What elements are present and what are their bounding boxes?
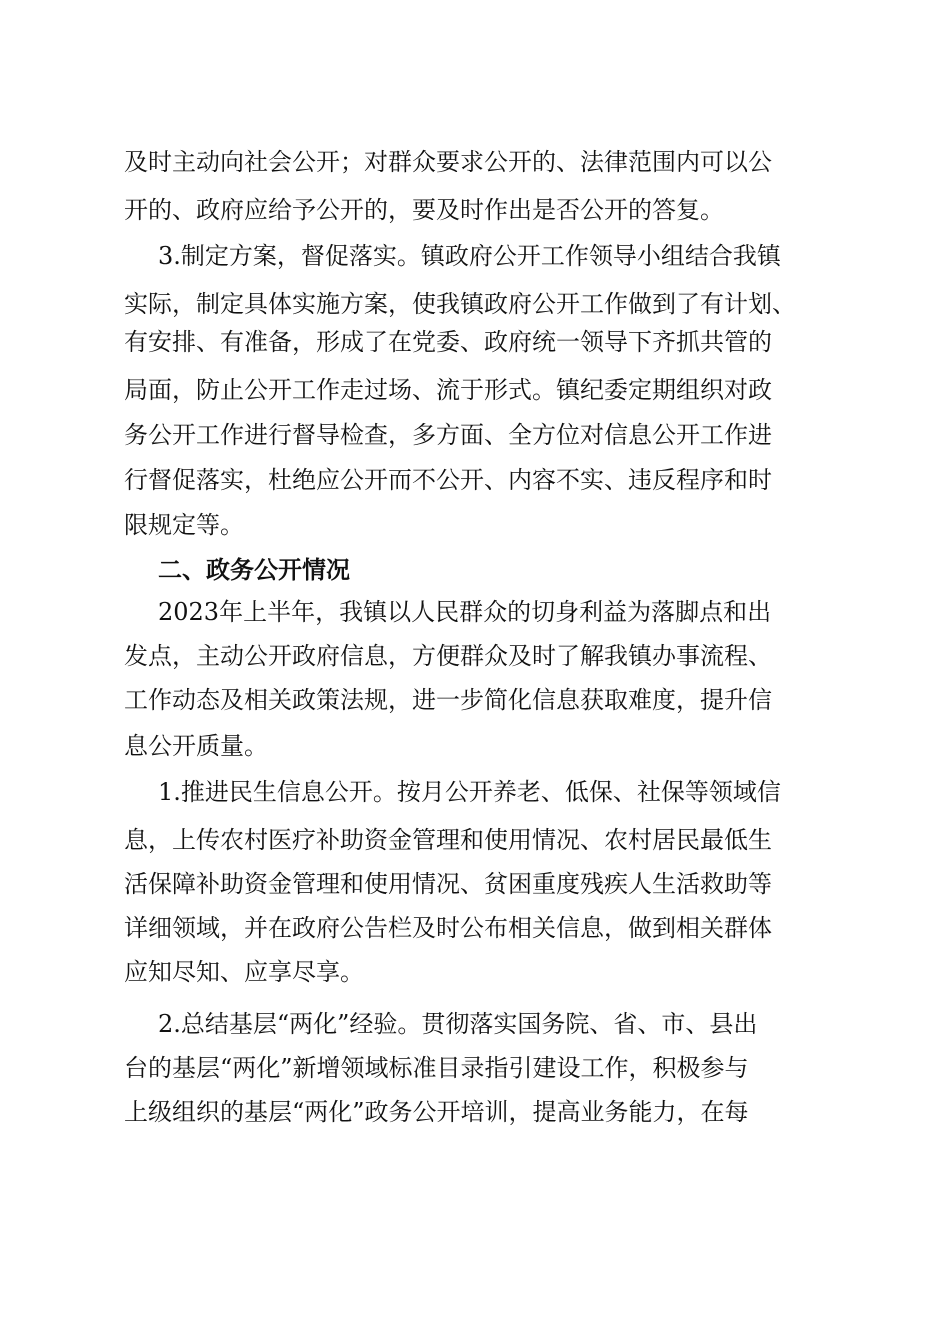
text-line: [0, 680, 950, 720]
text-line: [0, 952, 950, 992]
text-line: [0, 415, 950, 455]
section-heading: [0, 550, 950, 590]
text-line-content: 1.推进民生信息公开。按月公开养老、低保、社保等领域信: [158, 778, 781, 806]
text-line-content: 息，上传农村医疗补助资金管理和使用情况、农村居民最低生: [124, 826, 772, 854]
text-line: [0, 505, 950, 545]
text-line: [0, 820, 950, 860]
text-line-content: 有安排、有准备，形成了在党委、政府统一领导下齐抓共管的: [124, 328, 772, 356]
text-line-content: 发点，主动公开政府信息，方便群众及时了解我镇办事流程、: [124, 642, 772, 670]
text-line-content: 工作动态及相关政策法规，进一步简化信息获取难度，提升信: [124, 686, 772, 714]
text-line-content: 详细领域，并在政府公告栏及时公布相关信息，做到相关群体: [124, 914, 772, 942]
text-line-content: 息公开质量。: [124, 732, 268, 760]
text-line: [0, 370, 950, 410]
text-line: [0, 864, 950, 904]
text-line-content: 限规定等。: [124, 511, 244, 539]
text-line-content: 局面，防止公开工作走过场、流于形式。镇纪委定期组织对政: [124, 376, 772, 404]
text-line: [0, 726, 950, 766]
text-line: [0, 322, 950, 362]
text-line-content: 实际，制定具体实施方案，使我镇政府公开工作做到了有计划、: [124, 290, 796, 318]
text-line: [0, 236, 950, 276]
text-line-content: 台的基层“两化”新增领域标准目录指引建设工作，积极参与: [124, 1054, 749, 1082]
text-line: [0, 460, 950, 500]
text-line: [0, 1004, 950, 1044]
text-line: [0, 190, 950, 230]
text-line: [0, 908, 950, 948]
text-line: [0, 1048, 950, 1088]
text-line: [0, 592, 950, 632]
text-line: [0, 284, 950, 324]
text-line-content: 务公开工作进行督导检查，多方面、全方位对信息公开工作进: [124, 421, 772, 449]
text-line-content: 行督促落实，杜绝应公开而不公开、内容不实、违反程序和时: [124, 466, 772, 494]
text-line-content: 2.总结基层“两化”经验。贯彻落实国务院、省、市、县出: [158, 1010, 758, 1038]
text-line: [0, 772, 950, 812]
text-line-content: 2023年上半年，我镇以人民群众的切身利益为落脚点和出: [158, 598, 772, 626]
text-line-content: 开的、政府应给予公开的，要及时作出是否公开的答复。: [124, 196, 724, 224]
text-line-content: 上级组织的基层“两化”政务公开培训，提高业务能力，在每: [124, 1098, 749, 1126]
section-heading-text: 二、政务公开情况: [158, 556, 350, 584]
text-line-content: 活保障补助资金管理和使用情况、贫困重度残疾人生活救助等: [124, 870, 772, 898]
text-line: [0, 636, 950, 676]
text-line: [0, 1092, 950, 1132]
text-line-content: 3.制定方案，督促落实。镇政府公开工作领导小组结合我镇: [158, 242, 781, 270]
text-line-content: 应知尽知、应享尽享。: [124, 958, 364, 986]
text-line: [0, 142, 950, 182]
text-line-content: 及时主动向社会公开；对群众要求公开的、法律范围内可以公: [124, 148, 772, 176]
